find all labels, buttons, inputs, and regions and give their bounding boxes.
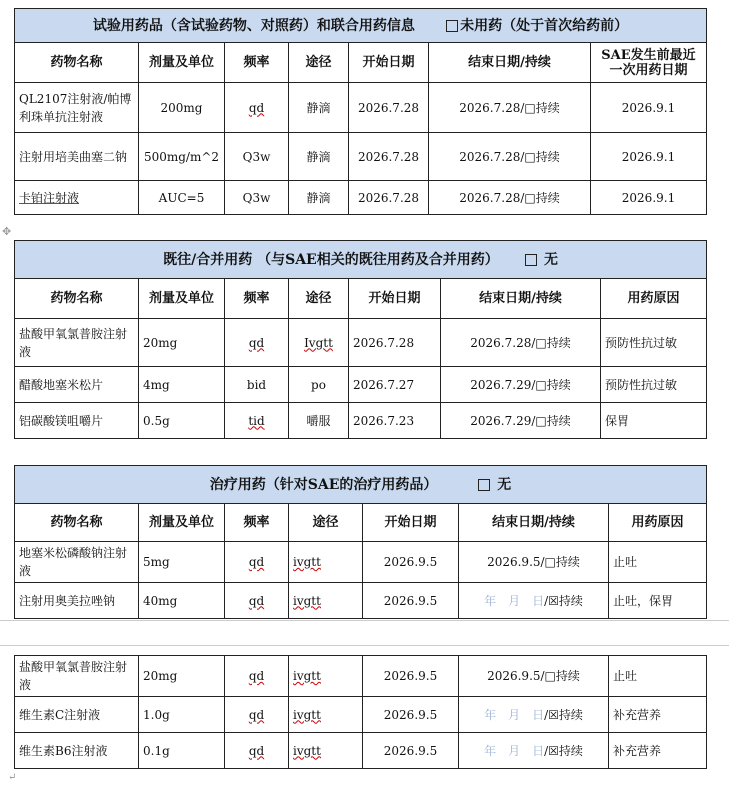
paragraph-mark-icon: ↵: [8, 772, 17, 783]
treatment-drug-title: 治疗用药（针对SAE的治疗用药品）: [209, 476, 438, 493]
dose[interactable]: 20mg: [139, 319, 225, 367]
frequency[interactable]: Q3w: [225, 181, 289, 215]
route[interactable]: 静滴: [289, 133, 349, 181]
col-header: 药物名称: [15, 43, 139, 83]
drug-name[interactable]: 卡铂注射液: [15, 181, 139, 215]
table-row: [15, 367, 707, 403]
start-date[interactable]: 2026.9.5: [363, 697, 459, 733]
date-placeholder: 年 月 日: [484, 593, 545, 608]
reason[interactable]: 预防性抗过敏: [601, 367, 707, 403]
end-date[interactable]: [459, 583, 609, 619]
dose[interactable]: 5mg: [139, 542, 225, 583]
col-header: 途径: [289, 279, 349, 319]
table-row: [15, 319, 707, 367]
route[interactable]: 静滴: [289, 83, 349, 133]
reason[interactable]: 预防性抗过敏: [601, 319, 707, 367]
reason[interactable]: 止吐，保胃: [609, 583, 707, 619]
table-row: [15, 133, 707, 181]
start-date[interactable]: 2026.7.23: [349, 403, 441, 439]
start-date[interactable]: 2026.9.5: [363, 656, 459, 697]
table-row: [15, 656, 707, 697]
drug-name[interactable]: 维生素C注射液: [15, 697, 139, 733]
col-header: 途径: [289, 504, 363, 542]
treatment-drug-table: [14, 465, 707, 619]
drug-name[interactable]: 注射用培美曲塞二钠: [15, 133, 139, 181]
col-header: SAE发生前最近一次用药日期: [591, 43, 707, 83]
ongoing-checked: /☒持续: [544, 593, 583, 608]
none-label: 无: [543, 251, 558, 268]
dose[interactable]: 200mg: [139, 83, 225, 133]
treatment-drug-header: [15, 466, 707, 504]
trial-drug-header: [15, 9, 707, 43]
drug-name[interactable]: 维生素B6注射液: [15, 733, 139, 769]
none-checkbox[interactable]: [478, 479, 490, 491]
end-date[interactable]: 2026.9.5/□持续: [459, 542, 609, 583]
dose[interactable]: 500mg/m^2: [139, 133, 225, 181]
reason[interactable]: 止吐: [609, 542, 707, 583]
route[interactable]: ivgtt: [289, 656, 363, 697]
col-header: 剂量及单位: [139, 504, 225, 542]
drug-name[interactable]: 盐酸甲氧氯普胺注射液: [15, 656, 139, 697]
drug-name[interactable]: 盐酸甲氧氯普胺注射液: [15, 319, 139, 367]
frequency[interactable]: qd: [225, 733, 289, 769]
ongoing-checked: /☒持续: [544, 743, 583, 758]
page-break-divider: [0, 620, 729, 621]
drug-name[interactable]: 醋酸地塞米松片: [15, 367, 139, 403]
concomitant-drug-header: [15, 241, 707, 279]
frequency[interactable]: qd: [225, 656, 289, 697]
none-label: 无: [497, 476, 512, 493]
page-break-divider: [0, 645, 729, 646]
not-dosed-checkbox[interactable]: [446, 20, 458, 32]
dose[interactable]: AUC=5: [139, 181, 225, 215]
frequency[interactable]: qd: [225, 542, 289, 583]
frequency[interactable]: qd: [225, 83, 289, 133]
start-date[interactable]: 2026.7.27: [349, 367, 441, 403]
route[interactable]: ivgtt: [289, 542, 363, 583]
frequency[interactable]: qd: [225, 583, 289, 619]
reason[interactable]: 止吐: [609, 656, 707, 697]
table-row: [15, 583, 707, 619]
start-date[interactable]: 2026.7.28: [349, 181, 429, 215]
col-header: 开始日期: [349, 279, 441, 319]
drug-name[interactable]: 铝碳酸镁咀嚼片: [15, 403, 139, 439]
dose[interactable]: 0.5g: [139, 403, 225, 439]
col-header: 开始日期: [363, 504, 459, 542]
trial-drug-title: 试验用药品（含试验药物、对照药）和联合用药信息: [92, 17, 415, 34]
date-placeholder: 年 月 日: [484, 707, 545, 722]
dose[interactable]: 0.1g: [139, 733, 225, 769]
not-dosed-label: 未用药（处于首次给药前）: [460, 17, 629, 34]
table-row: [15, 733, 707, 769]
start-date[interactable]: 2026.9.5: [363, 542, 459, 583]
reason[interactable]: 保胃: [601, 403, 707, 439]
dose[interactable]: 40mg: [139, 583, 225, 619]
table-row: [15, 403, 707, 439]
reason[interactable]: 补充营养: [609, 733, 707, 769]
start-date[interactable]: 2026.9.5: [363, 733, 459, 769]
col-header: 剂量及单位: [139, 43, 225, 83]
frequency[interactable]: tid: [225, 403, 289, 439]
end-date[interactable]: 2026.7.29/□持续: [441, 367, 601, 403]
last-dose-date[interactable]: 2026.9.1: [591, 83, 707, 133]
ongoing-checked: /☒持续: [544, 707, 583, 722]
end-date[interactable]: 2026.7.28/□持续: [429, 181, 591, 215]
table-row: [15, 542, 707, 583]
last-dose-date[interactable]: 2026.9.1: [591, 133, 707, 181]
col-header: 结束日期/持续: [429, 43, 591, 83]
start-date[interactable]: 2026.7.28: [349, 83, 429, 133]
route[interactable]: ivgtt: [289, 583, 363, 619]
trial-drug-table: [14, 8, 707, 215]
col-header: 剂量及单位: [139, 279, 225, 319]
route[interactable]: po: [289, 367, 349, 403]
route[interactable]: ivgtt: [289, 697, 363, 733]
end-date[interactable]: 2026.7.28/□持续: [441, 319, 601, 367]
col-header: 用药原因: [601, 279, 707, 319]
table-row: [15, 697, 707, 733]
frequency[interactable]: qd: [225, 697, 289, 733]
drug-name[interactable]: 地塞米松磷酸钠注射液: [15, 542, 139, 583]
table-row: [15, 181, 707, 215]
route[interactable]: 嚼服: [289, 403, 349, 439]
col-header: 药物名称: [15, 279, 139, 319]
end-date[interactable]: 2026.9.5/□持续: [459, 656, 609, 697]
col-header: 药物名称: [15, 504, 139, 542]
route[interactable]: Ivgtt: [289, 319, 349, 367]
col-header: 用药原因: [609, 504, 707, 542]
start-date[interactable]: 2026.7.28: [349, 133, 429, 181]
frequency[interactable]: qd: [225, 319, 289, 367]
last-dose-date[interactable]: 2026.9.1: [591, 181, 707, 215]
table-move-handle-icon[interactable]: ✥: [2, 225, 12, 238]
drug-name[interactable]: QL2107注射液/帕博利珠单抗注射液: [15, 83, 139, 133]
route[interactable]: 静滴: [289, 181, 349, 215]
frequency[interactable]: bid: [225, 367, 289, 403]
frequency[interactable]: Q3w: [225, 133, 289, 181]
col-header: 频率: [225, 279, 289, 319]
col-header: 开始日期: [349, 43, 429, 83]
end-date[interactable]: [459, 697, 609, 733]
start-date[interactable]: 2026.9.5: [363, 583, 459, 619]
concomitant-drug-title: 既往/合并用药 （与SAE相关的既往用药及合并用药）: [163, 251, 499, 268]
route[interactable]: ivgtt: [289, 733, 363, 769]
col-header: 途径: [289, 43, 349, 83]
col-header: 结束日期/持续: [441, 279, 601, 319]
date-placeholder: 年 月 日: [484, 743, 545, 758]
treatment-drug-table-continued: [14, 655, 707, 769]
col-header: 结束日期/持续: [459, 504, 609, 542]
end-date[interactable]: 2026.7.28/□持续: [429, 133, 591, 181]
start-date[interactable]: 2026.7.28: [349, 319, 441, 367]
drug-name[interactable]: 注射用奥美拉唑钠: [15, 583, 139, 619]
col-header: 频率: [225, 43, 289, 83]
concomitant-drug-table: [14, 240, 707, 439]
dose[interactable]: 4mg: [139, 367, 225, 403]
table-row: [15, 83, 707, 133]
end-date[interactable]: 2026.7.29/□持续: [441, 403, 601, 439]
end-date[interactable]: [459, 733, 609, 769]
dose[interactable]: 1.0g: [139, 697, 225, 733]
end-date[interactable]: 2026.7.28/□持续: [429, 83, 591, 133]
dose[interactable]: 20mg: [139, 656, 225, 697]
reason[interactable]: 补充营养: [609, 697, 707, 733]
col-header: 频率: [225, 504, 289, 542]
none-checkbox[interactable]: [525, 254, 537, 266]
